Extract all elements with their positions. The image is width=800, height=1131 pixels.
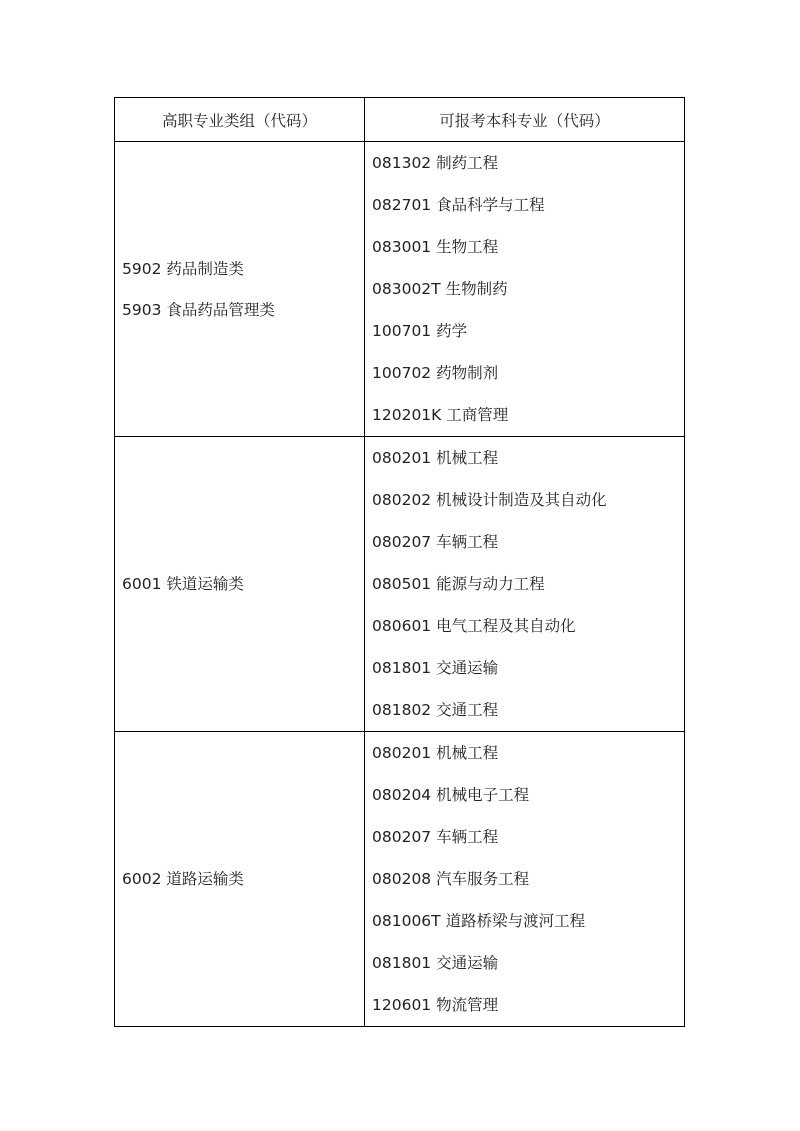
vocational-group-cell bbox=[115, 732, 365, 1027]
major-item: 080207 车辆工程 bbox=[372, 828, 499, 846]
undergraduate-major-cell bbox=[365, 732, 685, 1027]
table-row bbox=[115, 437, 685, 732]
vocational-group-label: 6002 道路运输类 bbox=[122, 870, 244, 888]
table-body bbox=[115, 142, 685, 1027]
major-item: 081801 交通运输 bbox=[372, 659, 499, 677]
major-mapping-table bbox=[114, 97, 685, 1027]
undergraduate-major-cell bbox=[365, 142, 685, 437]
header-undergraduate-major: 可报考本科专业（代码） bbox=[365, 98, 685, 142]
major-item: 081802 交通工程 bbox=[372, 701, 499, 719]
vocational-group-cell bbox=[115, 142, 365, 437]
header-vocational-group: 高职专业类组（代码） bbox=[115, 98, 365, 142]
vocational-group-cell bbox=[115, 437, 365, 732]
major-item: 082701 食品科学与工程 bbox=[372, 196, 545, 214]
vocational-group-label: 5902 药品制造类 bbox=[122, 259, 244, 278]
major-item: 083002T 生物制药 bbox=[372, 280, 508, 298]
table-row bbox=[115, 142, 685, 437]
major-item: 081006T 道路桥梁与渡河工程 bbox=[372, 912, 586, 930]
vocational-group-label: 6001 铁道运输类 bbox=[122, 575, 244, 593]
major-item: 100702 药物制剂 bbox=[372, 364, 499, 382]
undergraduate-major-cell bbox=[365, 437, 685, 732]
vocational-group-label: 5903 食品药品管理类 bbox=[122, 300, 275, 319]
major-item: 100701 药学 bbox=[372, 322, 468, 340]
major-item: 080501 能源与动力工程 bbox=[372, 575, 545, 593]
major-item: 080201 机械工程 bbox=[372, 744, 499, 762]
table-row bbox=[115, 732, 685, 1027]
major-item: 081302 制药工程 bbox=[372, 154, 499, 172]
major-item: 080208 汽车服务工程 bbox=[372, 870, 530, 888]
major-item: 080202 机械设计制造及其自动化 bbox=[372, 491, 607, 509]
major-item: 120201K 工商管理 bbox=[372, 406, 509, 424]
major-item: 080201 机械工程 bbox=[372, 449, 499, 467]
major-item: 080207 车辆工程 bbox=[372, 533, 499, 551]
major-item: 083001 生物工程 bbox=[372, 238, 499, 256]
major-item: 080601 电气工程及其自动化 bbox=[372, 617, 576, 635]
table-header-row bbox=[115, 98, 685, 142]
major-item: 080204 机械电子工程 bbox=[372, 786, 530, 804]
major-item: 120601 物流管理 bbox=[372, 996, 499, 1014]
major-item: 081801 交通运输 bbox=[372, 954, 499, 972]
